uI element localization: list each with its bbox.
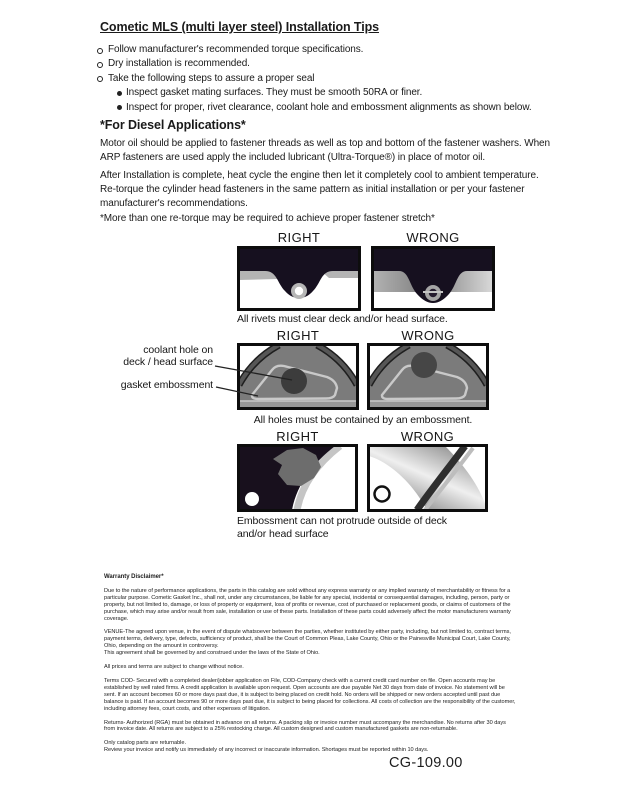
row1-wrong-header: WRONG bbox=[406, 230, 460, 245]
page-code: CG-109.00 bbox=[389, 755, 463, 771]
open-bullet-icon bbox=[97, 48, 103, 54]
diesel-applications-heading: *For Diesel Applications* bbox=[100, 118, 246, 132]
warranty-paragraph: Terms COD- Secured with a completed dealer/jobber application on File, COD-Company check with a current credit card number on file. Open accounts may be established by well rated firms. A credit application is available upon request. Open accounts are due payable Net 30 days from date of invoice. No statement will be sent. If an account becomes 60 or more days past due, it is subject to being placed on credit hold. No orders will be shipped or new orders accepted until past due balance is paid. If an account becomes 90 or more days past due, it is subject to being placed for collections. All costs of collection are the responsibility of the customer, including attorney fees, court costs, and other expenses of litigation. bbox=[104, 677, 516, 712]
row3-caption bbox=[237, 515, 497, 540]
warranty-paragraph: Due to the nature of performance applications, the parts in this catalog are sold without any express warranty or any implied warranty of merchantability or fitness for a particular purpose. Cometic Gasket Inc., shall not, under any circumstances, be liable for any special, incidental or consequential damages, including, person, party or property, but not limited to, damage, or loss of property or equipment, loss of profits or revenue, cost of purchased or replacement goods, or claims of customers of the purchase, which may arise and/or result from sale, installation or use of these parts. Installation of these parts could adversely affect the motor manufacturers warranty coverage. bbox=[104, 587, 511, 622]
warranty-paragraph: Returns- Authorized (RGA) must be obtained in advance on all returns. A packing slip or invoice number must accompany the merchandise. No returns after 30 days from invoice date. All returns are subject to a 25% restocking charge. All custom designed and custom manufactured gaskets are non-returnable. bbox=[104, 719, 506, 733]
sub-list-item bbox=[97, 86, 552, 100]
warranty-paragraph: This agreement shall be governed by and construed under the laws of the State of Ohio. bbox=[104, 650, 320, 657]
list-item bbox=[97, 72, 552, 86]
open-bullet-icon bbox=[97, 62, 103, 68]
list-item-text: Take the following steps to assure a proper seal bbox=[108, 72, 315, 84]
warranty-heading: Warranty Disclaimer* bbox=[104, 574, 164, 580]
row2-right-header: RIGHT bbox=[276, 328, 320, 343]
filled-bullet-icon bbox=[117, 105, 122, 110]
diesel-paragraph-2: After Installation is complete, heat cycle the engine then let it completely cool to ambient temperature. Re-torque the cylinder head fasteners in the same pattern as initial installation or per your fastener manufacturer's recommendations. bbox=[100, 170, 539, 209]
warranty-paragraph: All prices and terms are subject to change without notice. bbox=[104, 664, 244, 671]
installation-tips-list bbox=[97, 43, 552, 115]
coolant-hole-right-diagram bbox=[237, 343, 359, 410]
sub-list-item-text: Inspect for proper, rivet clearance, coolant hole and embossment alignments as shown below. bbox=[126, 101, 532, 113]
retorque-note: *More than one re-torque may be required to achieve proper fastener stretch* bbox=[100, 213, 435, 224]
row2-caption: All holes must be contained by an embossment. bbox=[253, 414, 473, 426]
row1-caption: All rivets must clear deck and/or head surface. bbox=[237, 313, 448, 325]
diesel-paragraph-1: Motor oil should be applied to fastener threads as well as top and bottom of the fastener washers. When ARP fasteners are used apply the included lubricant (Ultra-Torque®) in place of motor oil. bbox=[100, 138, 550, 163]
sub-list-item-text: Inspect gasket mating surfaces. They must be smooth 50RA or finer. bbox=[126, 87, 423, 99]
rivet-right-diagram bbox=[237, 246, 361, 311]
row3-wrong-header: WRONG bbox=[400, 429, 455, 444]
sub-list-item bbox=[97, 101, 552, 115]
coolant-hole-wrong-diagram bbox=[367, 343, 489, 410]
filled-bullet-icon bbox=[117, 91, 122, 96]
embossment-right-diagram bbox=[237, 444, 358, 512]
warranty-paragraph: VENUE-The agreed upon venue, in the event of dispute whatsoever between the parties, whether instituted by either party, including, but not limited to, contract terms, payment terms, delivery, type, defects, sufficiency of product, shall be the Court of Common Pleas, Lake County, Ohio or the Painesville Municipal Court, Lake County, Ohio, depending on the amount in controversy. bbox=[104, 629, 511, 650]
row1-right-header: RIGHT bbox=[277, 230, 321, 245]
rivet-wrong-diagram bbox=[371, 246, 495, 311]
row2-wrong-header: WRONG bbox=[401, 328, 455, 343]
page-title: Cometic MLS (multi layer steel) Installation Tips bbox=[100, 20, 379, 34]
gasket-embossment-label: gasket embossment bbox=[120, 379, 213, 391]
coolant-hole-label-line1: coolant hole on bbox=[143, 344, 213, 356]
warranty-paragraph: Only catalog parts are returnable. bbox=[104, 740, 186, 747]
warranty-disclaimer bbox=[104, 574, 518, 761]
list-item-text: Dry installation is recommended. bbox=[108, 58, 250, 70]
row3-caption-line2: and/or head surface bbox=[237, 527, 329, 540]
open-bullet-icon bbox=[97, 76, 103, 82]
list-item bbox=[97, 57, 552, 71]
warranty-paragraph: Review your invoice and notify us immediately of any incorrect or inaccurate information. Shortages must be reported within 10 days. bbox=[104, 747, 429, 754]
coolant-hole-label bbox=[96, 345, 213, 368]
list-item bbox=[97, 43, 552, 57]
list-item-text: Follow manufacturer's recommended torque specifications. bbox=[108, 44, 364, 55]
row3-caption-line1: Embossment can not protrude outside of deck bbox=[237, 515, 447, 527]
coolant-hole-label-line2: deck / head surface bbox=[123, 355, 213, 368]
row3-right-header: RIGHT bbox=[276, 429, 319, 444]
embossment-wrong-diagram bbox=[367, 444, 488, 512]
